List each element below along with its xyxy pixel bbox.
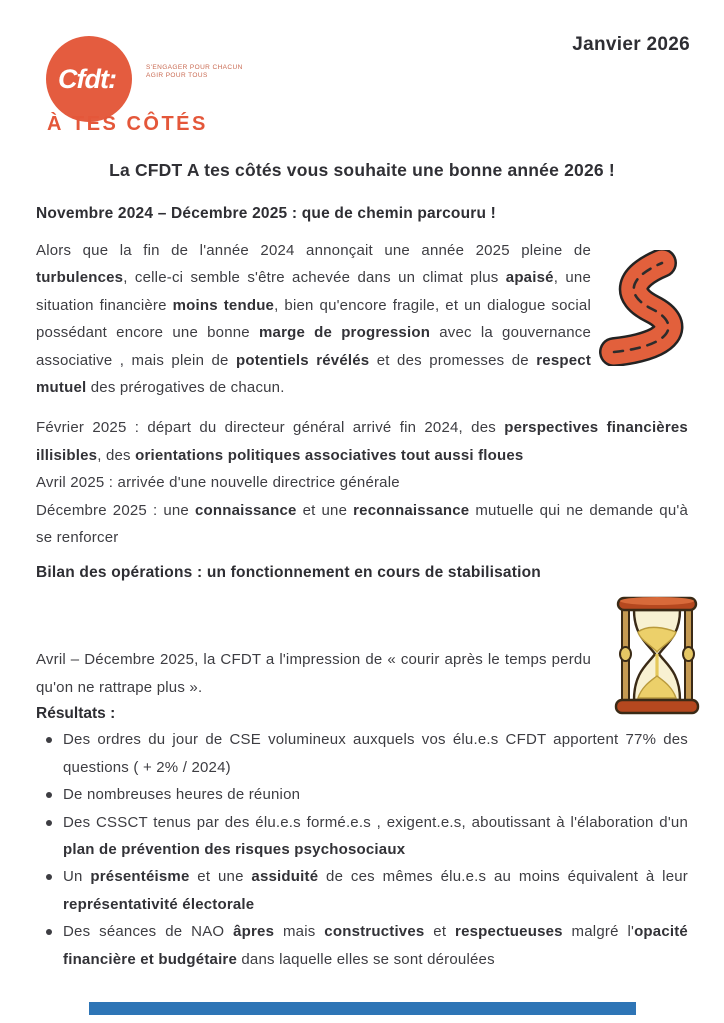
milestone-avril: Avril 2025 : arrivée d'une nouvelle directrice générale bbox=[36, 474, 400, 492]
footer-blue-bar bbox=[89, 1002, 636, 1015]
milestone-fevrier: Février 2025 : départ du directeur général arrivé fin 2024, des perspectives financières illisibles, des orientations politiques associatives tout aussi floues bbox=[36, 419, 688, 464]
document-date: Janvier 2026 bbox=[572, 34, 690, 55]
cfdt-logo-circle bbox=[46, 36, 132, 122]
list-item-nao: Des séances de NAO âpres mais constructives et respectueuses malgré l'opacité financière et budgétaire dans laquelle elles se sont déroulées bbox=[36, 918, 688, 973]
list-item-cssct: Des CSSCT tenus par des élu.e.s formé.e.s , exigent.e.s, aboutissant à l'élaboration d'un plan de prévention des risques psychosociaux bbox=[36, 809, 688, 864]
page-title: La CFDT A tes côtés vous souhaite une bonne année 2026 ! bbox=[109, 160, 615, 180]
cfdt-tagline: À TES CÔTÉS bbox=[47, 113, 208, 135]
cfdt-logo-slogan bbox=[146, 64, 246, 80]
paragraph-courir-apres-temps: Avril – Décembre 2025, la CFDT a l'impression de « courir après le temps perdu qu'on ne rattrape plus ». bbox=[36, 651, 591, 696]
paragraph-bilan-annee: Alors que la fin de l'année 2024 annonçait une année 2025 pleine de turbulences, celle-ci semble s'être achevée dans un climat plus apaisé, une situation financière moins tendue, bien qu'encore fragile, et un dialogue social possédant encore une bonne marge de progression avec la gouvernance associative , mais plein de potentiels révélés et des promesses de respect mutuel des prérogatives de chacun. bbox=[36, 242, 592, 397]
document-body bbox=[36, 160, 688, 973]
section-heading-bilan-operations: Bilan des opérations : un fonctionnement en cours de stabilisation bbox=[36, 564, 541, 582]
list-item-cse: Des ordres du jour de CSE volumineux auxquels vos élu.e.s CFDT apportent 77% des questions ( + 2% / 2024) bbox=[36, 726, 688, 781]
cfdt-logo bbox=[46, 36, 243, 122]
cfdt-logo-text: Cfdt: bbox=[58, 63, 116, 94]
list-item-presenteisme: Un présentéisme et une assiduité de ces mêmes élu.e.s au moins équivalent à leur représentativité électorale bbox=[36, 863, 688, 918]
milestone-decembre: Décembre 2025 : une connaissance et une reconnaissance mutuelle qui ne demande qu'à se renforcer bbox=[36, 501, 688, 547]
cfdt-logo-slogan-line1: S'ENGAGER POUR CHACUN bbox=[146, 64, 243, 71]
section-heading-chemin: Novembre 2024 – Décembre 2025 : que de chemin parcouru ! bbox=[36, 205, 497, 222]
list-item-reunions: De nombreuses heures de réunion bbox=[36, 781, 688, 808]
results-label: Résultats : bbox=[36, 705, 116, 723]
paragraph-milestones bbox=[36, 414, 688, 551]
results-bullet-list bbox=[36, 726, 688, 973]
cfdt-logo-slogan-line2: AGIR POUR TOUS bbox=[146, 72, 208, 79]
